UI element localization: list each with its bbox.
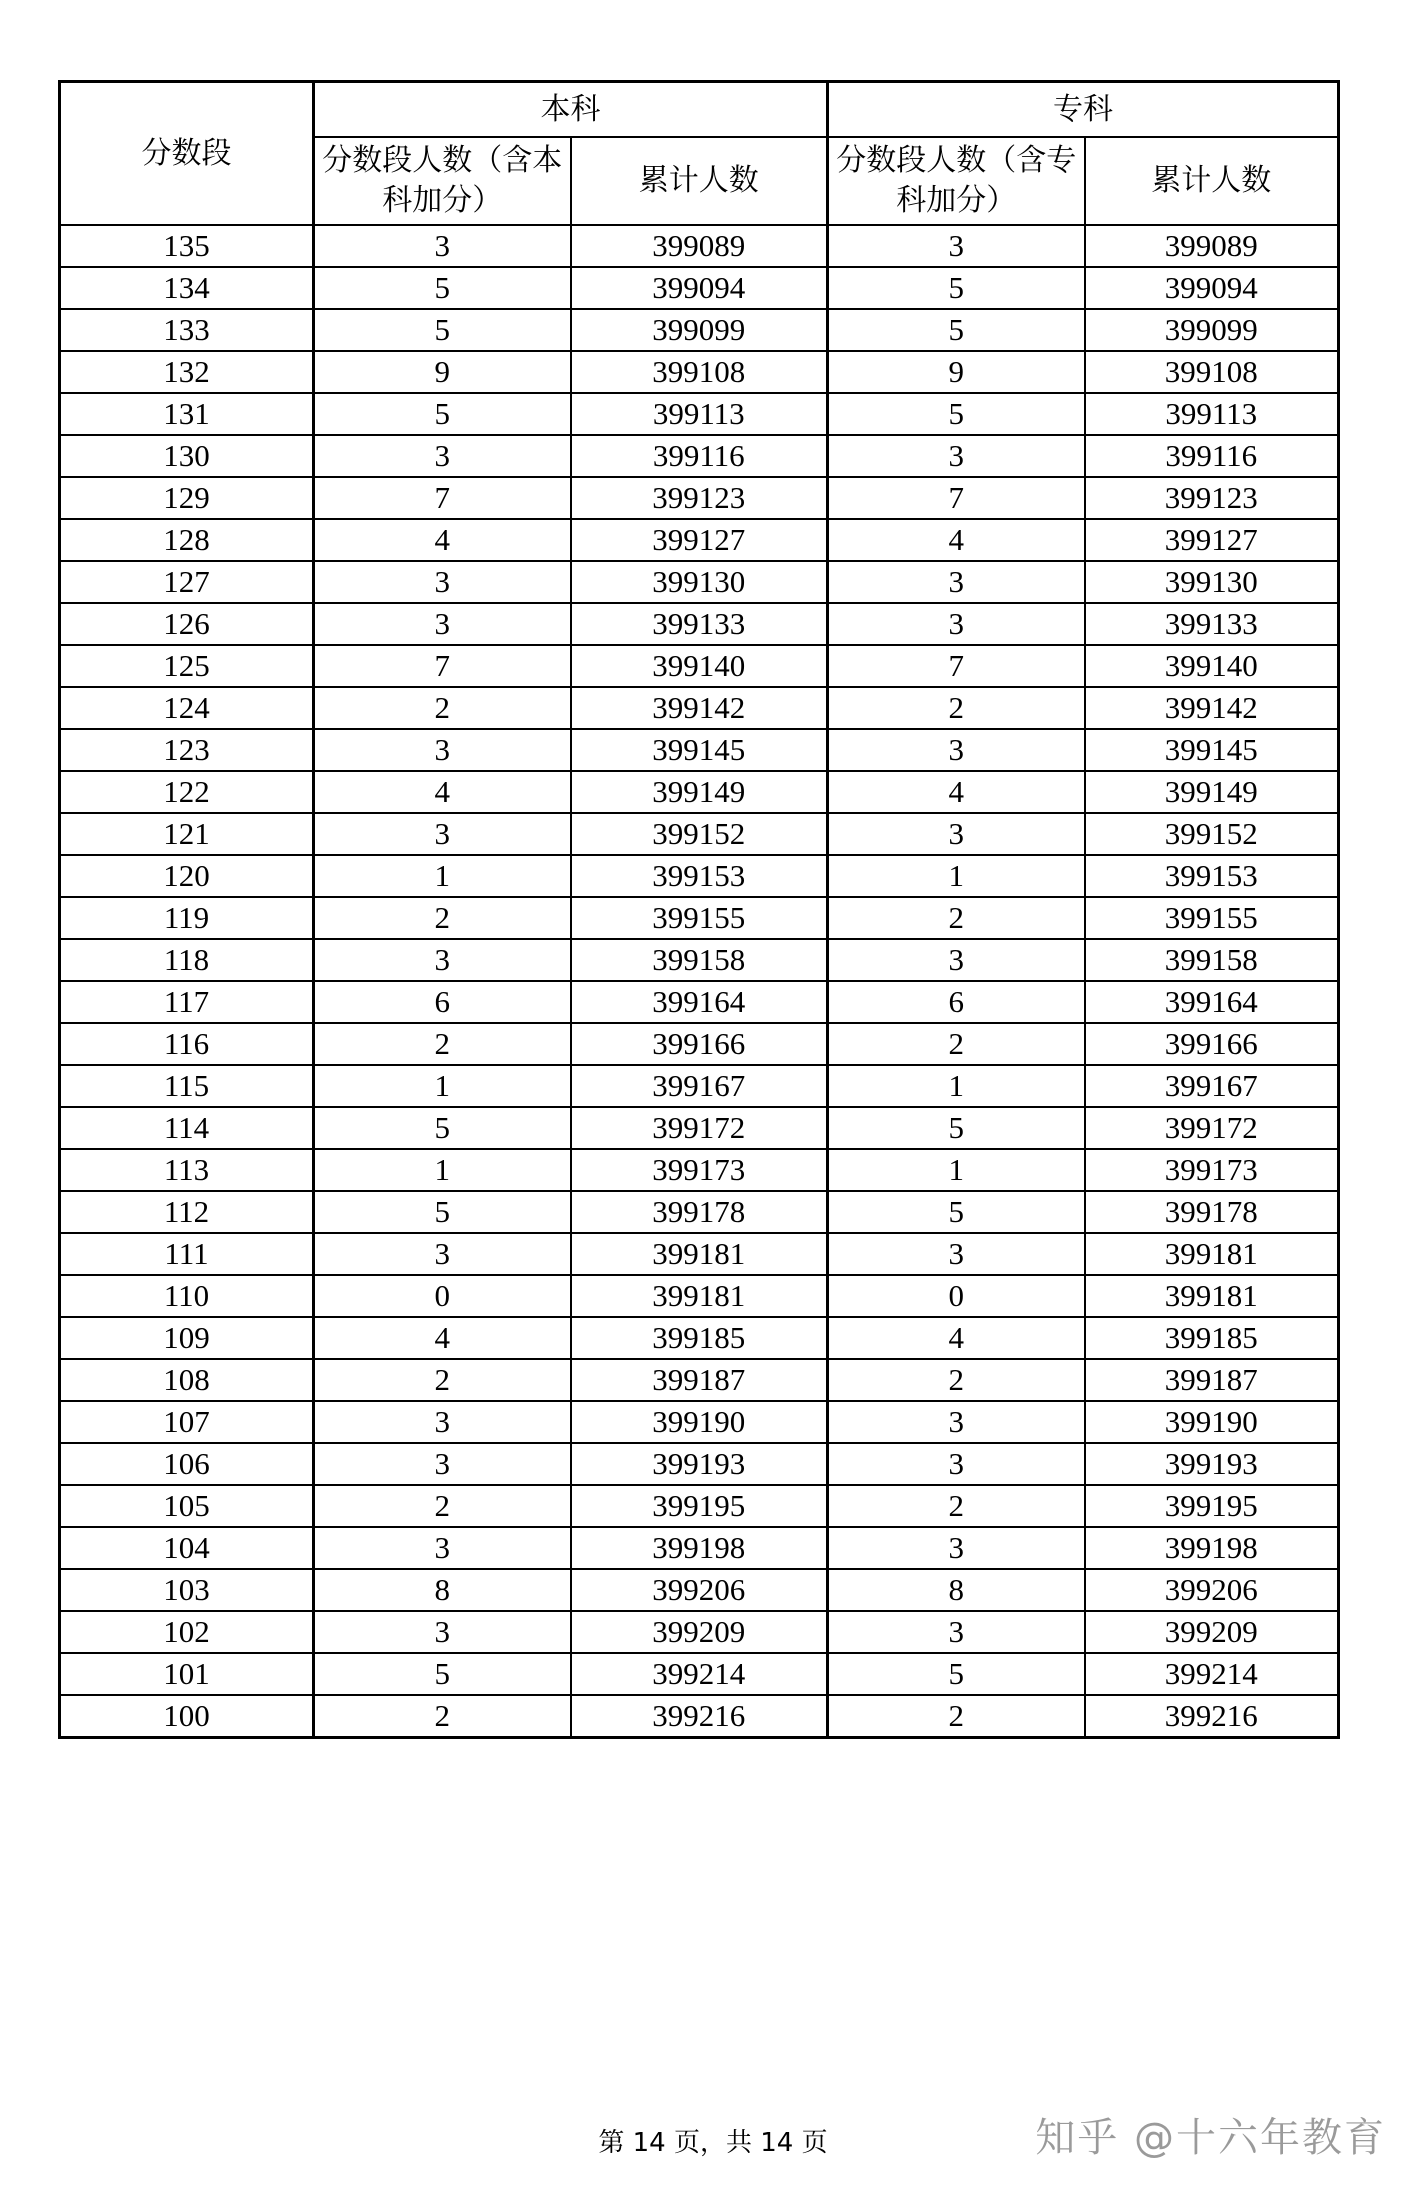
cell-benke-count: 6 bbox=[314, 981, 571, 1023]
cell-benke-count: 5 bbox=[314, 1107, 571, 1149]
cell-benke-cumulative: 399167 bbox=[571, 1065, 828, 1107]
cell-score: 121 bbox=[60, 813, 314, 855]
cell-benke-cumulative: 399127 bbox=[571, 519, 828, 561]
cell-zhuanke-cumulative: 399206 bbox=[1085, 1569, 1339, 1611]
cell-score: 131 bbox=[60, 393, 314, 435]
cell-benke-cumulative: 399158 bbox=[571, 939, 828, 981]
cell-benke-cumulative: 399108 bbox=[571, 351, 828, 393]
cell-zhuanke-cumulative: 399195 bbox=[1085, 1485, 1339, 1527]
table-row bbox=[60, 1527, 1339, 1569]
table-row bbox=[60, 897, 1339, 939]
cell-benke-count: 5 bbox=[314, 1653, 571, 1695]
cell-zhuanke-cumulative: 399158 bbox=[1085, 939, 1339, 981]
cell-score: 124 bbox=[60, 687, 314, 729]
cell-benke-cumulative: 399185 bbox=[571, 1317, 828, 1359]
table-row bbox=[60, 351, 1339, 393]
cell-score: 101 bbox=[60, 1653, 314, 1695]
cell-zhuanke-count: 2 bbox=[828, 897, 1085, 939]
cell-score: 122 bbox=[60, 771, 314, 813]
table-row bbox=[60, 1443, 1339, 1485]
cell-score: 129 bbox=[60, 477, 314, 519]
cell-benke-count: 4 bbox=[314, 771, 571, 813]
table-row bbox=[60, 267, 1339, 309]
cell-score: 117 bbox=[60, 981, 314, 1023]
cell-zhuanke-count: 1 bbox=[828, 1149, 1085, 1191]
cell-zhuanke-count: 5 bbox=[828, 1107, 1085, 1149]
table-row bbox=[60, 393, 1339, 435]
cell-zhuanke-cumulative: 399185 bbox=[1085, 1317, 1339, 1359]
table-row bbox=[60, 1275, 1339, 1317]
cell-benke-cumulative: 399181 bbox=[571, 1233, 828, 1275]
cell-score: 104 bbox=[60, 1527, 314, 1569]
cell-score: 133 bbox=[60, 309, 314, 351]
cell-score: 126 bbox=[60, 603, 314, 645]
cell-benke-cumulative: 399206 bbox=[571, 1569, 828, 1611]
cell-benke-count: 3 bbox=[314, 813, 571, 855]
table-row bbox=[60, 1569, 1339, 1611]
table-row bbox=[60, 855, 1339, 897]
table-row bbox=[60, 1359, 1339, 1401]
cell-score: 127 bbox=[60, 561, 314, 603]
table-row bbox=[60, 519, 1339, 561]
cell-zhuanke-cumulative: 399140 bbox=[1085, 645, 1339, 687]
cell-zhuanke-cumulative: 399142 bbox=[1085, 687, 1339, 729]
cell-zhuanke-count: 2 bbox=[828, 1023, 1085, 1065]
table-row bbox=[60, 309, 1339, 351]
table-row bbox=[60, 1107, 1339, 1149]
cell-benke-count: 3 bbox=[314, 939, 571, 981]
cell-zhuanke-count: 0 bbox=[828, 1275, 1085, 1317]
cell-zhuanke-count: 4 bbox=[828, 1317, 1085, 1359]
cell-benke-count: 5 bbox=[314, 1191, 571, 1233]
cell-score: 113 bbox=[60, 1149, 314, 1191]
cell-score: 109 bbox=[60, 1317, 314, 1359]
cell-zhuanke-count: 6 bbox=[828, 981, 1085, 1023]
cell-benke-cumulative: 399195 bbox=[571, 1485, 828, 1527]
table-row bbox=[60, 225, 1339, 267]
cell-zhuanke-count: 5 bbox=[828, 393, 1085, 435]
cell-zhuanke-count: 1 bbox=[828, 855, 1085, 897]
table-row bbox=[60, 645, 1339, 687]
cell-benke-count: 3 bbox=[314, 1401, 571, 1443]
cell-benke-count: 2 bbox=[314, 897, 571, 939]
cell-zhuanke-cumulative: 399216 bbox=[1085, 1695, 1339, 1738]
cell-score: 111 bbox=[60, 1233, 314, 1275]
cell-score: 128 bbox=[60, 519, 314, 561]
cell-score: 103 bbox=[60, 1569, 314, 1611]
cell-zhuanke-cumulative: 399178 bbox=[1085, 1191, 1339, 1233]
cell-score: 112 bbox=[60, 1191, 314, 1233]
cell-benke-count: 3 bbox=[314, 1527, 571, 1569]
cell-benke-count: 5 bbox=[314, 309, 571, 351]
cell-score: 116 bbox=[60, 1023, 314, 1065]
cell-score: 118 bbox=[60, 939, 314, 981]
cell-benke-cumulative: 399094 bbox=[571, 267, 828, 309]
table-row bbox=[60, 603, 1339, 645]
cell-zhuanke-count: 5 bbox=[828, 1191, 1085, 1233]
cell-benke-cumulative: 399140 bbox=[571, 645, 828, 687]
cell-zhuanke-cumulative: 399173 bbox=[1085, 1149, 1339, 1191]
header-zhuanke-count: 分数段人数（含专科加分） bbox=[828, 137, 1085, 225]
cell-benke-count: 3 bbox=[314, 603, 571, 645]
cell-benke-count: 3 bbox=[314, 1611, 571, 1653]
table-row bbox=[60, 561, 1339, 603]
cell-zhuanke-cumulative: 399193 bbox=[1085, 1443, 1339, 1485]
cell-benke-cumulative: 399113 bbox=[571, 393, 828, 435]
cell-zhuanke-count: 9 bbox=[828, 351, 1085, 393]
table-row bbox=[60, 1611, 1339, 1653]
cell-benke-cumulative: 399155 bbox=[571, 897, 828, 939]
cell-zhuanke-cumulative: 399108 bbox=[1085, 351, 1339, 393]
cell-benke-cumulative: 399145 bbox=[571, 729, 828, 771]
cell-score: 115 bbox=[60, 1065, 314, 1107]
cell-zhuanke-count: 3 bbox=[828, 939, 1085, 981]
cell-benke-count: 4 bbox=[314, 1317, 571, 1359]
cell-benke-cumulative: 399190 bbox=[571, 1401, 828, 1443]
cell-zhuanke-count: 5 bbox=[828, 267, 1085, 309]
header-score-segment: 分数段 bbox=[60, 82, 314, 226]
table-header bbox=[60, 82, 1339, 226]
table-row bbox=[60, 1065, 1339, 1107]
cell-zhuanke-count: 1 bbox=[828, 1065, 1085, 1107]
cell-zhuanke-count: 3 bbox=[828, 1611, 1085, 1653]
cell-benke-count: 2 bbox=[314, 687, 571, 729]
cell-score: 102 bbox=[60, 1611, 314, 1653]
cell-zhuanke-cumulative: 399198 bbox=[1085, 1527, 1339, 1569]
cell-benke-count: 2 bbox=[314, 1023, 571, 1065]
cell-benke-cumulative: 399172 bbox=[571, 1107, 828, 1149]
cell-zhuanke-cumulative: 399133 bbox=[1085, 603, 1339, 645]
table-body bbox=[60, 225, 1339, 1738]
cell-zhuanke-count: 5 bbox=[828, 1653, 1085, 1695]
cell-benke-count: 1 bbox=[314, 1065, 571, 1107]
cell-zhuanke-count: 5 bbox=[828, 309, 1085, 351]
cell-benke-count: 3 bbox=[314, 729, 571, 771]
cell-score: 132 bbox=[60, 351, 314, 393]
cell-zhuanke-cumulative: 399130 bbox=[1085, 561, 1339, 603]
cell-benke-cumulative: 399149 bbox=[571, 771, 828, 813]
table-row bbox=[60, 1023, 1339, 1065]
cell-benke-count: 5 bbox=[314, 267, 571, 309]
cell-zhuanke-count: 7 bbox=[828, 477, 1085, 519]
cell-zhuanke-cumulative: 399099 bbox=[1085, 309, 1339, 351]
cell-zhuanke-count: 3 bbox=[828, 1443, 1085, 1485]
cell-score: 108 bbox=[60, 1359, 314, 1401]
cell-zhuanke-cumulative: 399190 bbox=[1085, 1401, 1339, 1443]
cell-zhuanke-cumulative: 399127 bbox=[1085, 519, 1339, 561]
cell-benke-cumulative: 399216 bbox=[571, 1695, 828, 1738]
cell-score: 120 bbox=[60, 855, 314, 897]
cell-zhuanke-cumulative: 399214 bbox=[1085, 1653, 1339, 1695]
cell-score: 130 bbox=[60, 435, 314, 477]
cell-benke-count: 1 bbox=[314, 855, 571, 897]
cell-benke-count: 9 bbox=[314, 351, 571, 393]
cell-zhuanke-cumulative: 399089 bbox=[1085, 225, 1339, 267]
table-row bbox=[60, 1317, 1339, 1359]
table-row bbox=[60, 981, 1339, 1023]
header-benke-count: 分数段人数（含本科加分） bbox=[314, 137, 571, 225]
cell-score: 123 bbox=[60, 729, 314, 771]
cell-benke-count: 3 bbox=[314, 561, 571, 603]
cell-benke-count: 3 bbox=[314, 1443, 571, 1485]
cell-zhuanke-count: 3 bbox=[828, 1527, 1085, 1569]
cell-benke-count: 0 bbox=[314, 1275, 571, 1317]
cell-zhuanke-cumulative: 399149 bbox=[1085, 771, 1339, 813]
cell-benke-cumulative: 399116 bbox=[571, 435, 828, 477]
cell-zhuanke-cumulative: 399152 bbox=[1085, 813, 1339, 855]
cell-benke-count: 2 bbox=[314, 1485, 571, 1527]
cell-score: 110 bbox=[60, 1275, 314, 1317]
cell-zhuanke-count: 8 bbox=[828, 1569, 1085, 1611]
cell-benke-cumulative: 399130 bbox=[571, 561, 828, 603]
cell-zhuanke-count: 2 bbox=[828, 687, 1085, 729]
cell-score: 125 bbox=[60, 645, 314, 687]
cell-benke-cumulative: 399089 bbox=[571, 225, 828, 267]
table-row bbox=[60, 435, 1339, 477]
table-row bbox=[60, 771, 1339, 813]
cell-score: 100 bbox=[60, 1695, 314, 1738]
cell-benke-cumulative: 399123 bbox=[571, 477, 828, 519]
cell-zhuanke-cumulative: 399155 bbox=[1085, 897, 1339, 939]
cell-benke-count: 1 bbox=[314, 1149, 571, 1191]
cell-zhuanke-cumulative: 399187 bbox=[1085, 1359, 1339, 1401]
cell-zhuanke-cumulative: 399116 bbox=[1085, 435, 1339, 477]
cell-score: 106 bbox=[60, 1443, 314, 1485]
cell-zhuanke-cumulative: 399181 bbox=[1085, 1233, 1339, 1275]
cell-benke-count: 2 bbox=[314, 1359, 571, 1401]
cell-zhuanke-cumulative: 399167 bbox=[1085, 1065, 1339, 1107]
cell-score: 107 bbox=[60, 1401, 314, 1443]
table-row bbox=[60, 729, 1339, 771]
cell-benke-cumulative: 399173 bbox=[571, 1149, 828, 1191]
cell-benke-count: 2 bbox=[314, 1695, 571, 1738]
table-row bbox=[60, 1401, 1339, 1443]
cell-benke-cumulative: 399187 bbox=[571, 1359, 828, 1401]
cell-benke-cumulative: 399198 bbox=[571, 1527, 828, 1569]
cell-zhuanke-cumulative: 399172 bbox=[1085, 1107, 1339, 1149]
cell-benke-cumulative: 399214 bbox=[571, 1653, 828, 1695]
page-footer: 第 14 页，共 14 页 bbox=[598, 2128, 828, 2158]
cell-zhuanke-count: 3 bbox=[828, 603, 1085, 645]
cell-zhuanke-count: 3 bbox=[828, 225, 1085, 267]
cell-zhuanke-count: 3 bbox=[828, 1233, 1085, 1275]
cell-benke-count: 3 bbox=[314, 1233, 571, 1275]
cell-zhuanke-count: 3 bbox=[828, 561, 1085, 603]
cell-zhuanke-count: 3 bbox=[828, 435, 1085, 477]
cell-score: 114 bbox=[60, 1107, 314, 1149]
cell-zhuanke-cumulative: 399153 bbox=[1085, 855, 1339, 897]
cell-zhuanke-count: 2 bbox=[828, 1359, 1085, 1401]
cell-zhuanke-cumulative: 399166 bbox=[1085, 1023, 1339, 1065]
table-row bbox=[60, 687, 1339, 729]
cell-benke-count: 3 bbox=[314, 435, 571, 477]
cell-zhuanke-cumulative: 399145 bbox=[1085, 729, 1339, 771]
table-row bbox=[60, 477, 1339, 519]
cell-zhuanke-count: 3 bbox=[828, 729, 1085, 771]
cell-benke-cumulative: 399181 bbox=[571, 1275, 828, 1317]
cell-zhuanke-cumulative: 399209 bbox=[1085, 1611, 1339, 1653]
cell-benke-cumulative: 399164 bbox=[571, 981, 828, 1023]
cell-benke-cumulative: 399209 bbox=[571, 1611, 828, 1653]
cell-score: 134 bbox=[60, 267, 314, 309]
cell-zhuanke-count: 7 bbox=[828, 645, 1085, 687]
header-zhuanke-cumulative: 累计人数 bbox=[1085, 137, 1339, 225]
cell-benke-cumulative: 399166 bbox=[571, 1023, 828, 1065]
cell-benke-cumulative: 399153 bbox=[571, 855, 828, 897]
cell-score: 119 bbox=[60, 897, 314, 939]
cell-zhuanke-count: 2 bbox=[828, 1695, 1085, 1738]
cell-zhuanke-count: 3 bbox=[828, 813, 1085, 855]
cell-score: 105 bbox=[60, 1485, 314, 1527]
cell-benke-cumulative: 399152 bbox=[571, 813, 828, 855]
cell-benke-cumulative: 399099 bbox=[571, 309, 828, 351]
cell-benke-count: 8 bbox=[314, 1569, 571, 1611]
cell-zhuanke-cumulative: 399094 bbox=[1085, 267, 1339, 309]
table-row bbox=[60, 939, 1339, 981]
watermark: 知乎 @十六年教育 bbox=[1035, 2115, 1386, 2161]
table-row bbox=[60, 1191, 1339, 1233]
header-zhuanke: 专科 bbox=[828, 82, 1339, 138]
table-row bbox=[60, 1653, 1339, 1695]
cell-benke-count: 7 bbox=[314, 477, 571, 519]
cell-zhuanke-count: 3 bbox=[828, 1401, 1085, 1443]
table-row bbox=[60, 1233, 1339, 1275]
cell-benke-cumulative: 399193 bbox=[571, 1443, 828, 1485]
header-benke-cumulative: 累计人数 bbox=[571, 137, 828, 225]
table-row bbox=[60, 1695, 1339, 1738]
score-distribution-table bbox=[58, 80, 1340, 1739]
cell-score: 135 bbox=[60, 225, 314, 267]
cell-zhuanke-count: 2 bbox=[828, 1485, 1085, 1527]
cell-benke-count: 7 bbox=[314, 645, 571, 687]
cell-benke-cumulative: 399133 bbox=[571, 603, 828, 645]
header-benke: 本科 bbox=[314, 82, 828, 138]
cell-benke-count: 5 bbox=[314, 393, 571, 435]
cell-zhuanke-count: 4 bbox=[828, 771, 1085, 813]
table-row bbox=[60, 813, 1339, 855]
table-row bbox=[60, 1149, 1339, 1191]
cell-zhuanke-cumulative: 399123 bbox=[1085, 477, 1339, 519]
cell-zhuanke-cumulative: 399164 bbox=[1085, 981, 1339, 1023]
cell-zhuanke-cumulative: 399181 bbox=[1085, 1275, 1339, 1317]
cell-benke-count: 3 bbox=[314, 225, 571, 267]
cell-benke-cumulative: 399142 bbox=[571, 687, 828, 729]
cell-zhuanke-count: 4 bbox=[828, 519, 1085, 561]
cell-zhuanke-cumulative: 399113 bbox=[1085, 393, 1339, 435]
table-row bbox=[60, 1485, 1339, 1527]
cell-benke-cumulative: 399178 bbox=[571, 1191, 828, 1233]
cell-benke-count: 4 bbox=[314, 519, 571, 561]
